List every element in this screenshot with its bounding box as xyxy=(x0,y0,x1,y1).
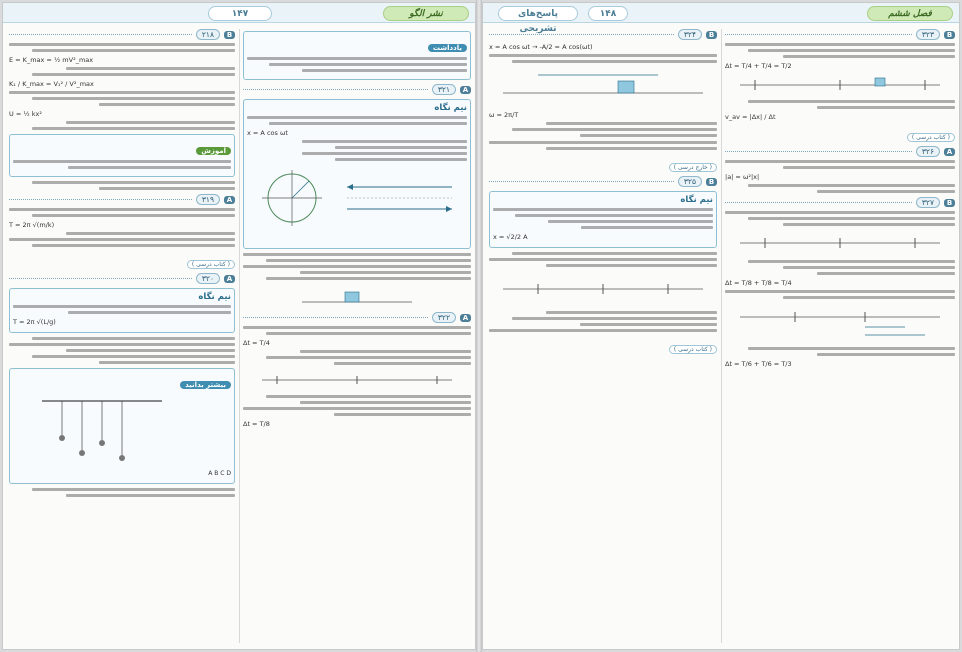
teach-title: نیم نگاه xyxy=(680,195,713,205)
note-box xyxy=(243,31,471,80)
pendulum-label: A B C D xyxy=(208,470,231,477)
column-right xyxy=(725,27,955,645)
extra-box xyxy=(9,368,235,484)
formula: Δt = T/4 + T/4 = T/2 xyxy=(725,62,792,70)
problem-header: A ۳۲۰ xyxy=(9,273,235,284)
problem-header: A ۳۲۲ xyxy=(243,312,471,323)
column-right xyxy=(243,27,471,645)
formula: x = √2/2 A xyxy=(493,233,528,241)
formula: U = ½ kx² xyxy=(9,110,42,118)
formula: |a| = ω²|x| xyxy=(725,173,760,181)
problem-number: ۳۲۷ xyxy=(916,197,940,208)
problem-number: ۲۱۸ xyxy=(196,29,220,40)
problem-header: B ۳۲۳ xyxy=(725,29,955,40)
problem-number: ۳۲۶ xyxy=(916,146,940,157)
formula: x = A cos ωt → -A/2 = A cos(ωt) xyxy=(489,43,593,51)
axis-diagram xyxy=(498,271,708,307)
column-left xyxy=(9,27,235,645)
bonus-tag: آموزش xyxy=(196,147,231,155)
formula: Δt = T/6 + T/6 = T/3 xyxy=(725,360,792,368)
problem-header: B ۳۲۵ xyxy=(489,176,717,187)
problem-number: ۳۲۴ xyxy=(678,29,702,40)
problem-number: ۳۲۱ xyxy=(432,84,456,95)
formula: ω = 2π/T xyxy=(489,111,519,119)
problem-number: ۳۲۰ xyxy=(196,273,220,284)
problem-number: ۳۲۲ xyxy=(432,312,456,323)
chapter-label: فصل ششم xyxy=(867,6,953,21)
teach-box xyxy=(489,191,717,248)
formula: Δt = T/8 xyxy=(243,420,270,428)
formula: Δt = T/4 xyxy=(243,339,270,347)
source-tag: ( کتاب درسی ) xyxy=(669,345,717,354)
problem-header: A ۳۲۱ xyxy=(243,84,471,95)
circle-motion-diagram xyxy=(252,165,462,231)
axis-diagram xyxy=(735,230,945,256)
note-tag: یادداشت xyxy=(428,44,467,52)
column-left xyxy=(489,27,717,645)
teach-box xyxy=(243,99,471,249)
source-tag: ( کتاب درسی ) xyxy=(187,260,235,269)
spring-diagram xyxy=(297,284,417,308)
problem-header: B ۲۱۸ xyxy=(9,29,235,40)
bonus-box xyxy=(9,134,235,177)
problem-number: ۳۲۵ xyxy=(678,176,702,187)
axis-diagram xyxy=(735,74,945,96)
spring-diagram xyxy=(498,67,708,107)
source-tag: ( خارج درسی ) xyxy=(669,163,717,172)
formula: v_av = |Δx| / Δt xyxy=(725,113,776,121)
page-header xyxy=(483,3,959,34)
problem-header: A ۳۱۹ xyxy=(9,194,235,205)
problem-number: ۳۲۳ xyxy=(916,29,940,40)
axis-diagram xyxy=(257,369,457,391)
formula: E = K_max = ½ mV²_max xyxy=(9,56,94,64)
formula: K₁ / K_max = V₁² / V²_max xyxy=(9,80,94,88)
teach-title: نیم نگاه xyxy=(434,103,467,113)
page-header xyxy=(3,3,475,23)
axis-diagram xyxy=(735,303,945,343)
formula: Δt = T/8 + T/8 = T/4 xyxy=(725,279,792,287)
source-tag: ( کتاب درسی ) xyxy=(907,133,955,142)
problem-header: B ۳۲۷ xyxy=(725,197,955,208)
pendulum-diagram xyxy=(22,395,222,465)
extra-tag: بیشتر بدانید xyxy=(180,381,231,389)
formula: T = 2π √(L/g) xyxy=(13,318,56,326)
page-number: ۱۴۷ xyxy=(208,6,272,21)
formula: x = A cos ωt xyxy=(247,129,288,137)
left-page xyxy=(2,2,476,650)
problem-header: A ۳۲۶ xyxy=(725,146,955,157)
right-page xyxy=(482,2,960,650)
chapter-label: نشر الگو xyxy=(383,6,469,21)
formula: T = 2π √(m/k) xyxy=(9,221,55,229)
problem-number: ۳۱۹ xyxy=(196,194,220,205)
problem-header: B ۳۲۴ xyxy=(489,29,717,40)
teach-title: نیم نگاه xyxy=(198,292,231,302)
header-title: پاسخ‌های تشریحی xyxy=(498,6,578,21)
page-number: ۱۴۸ xyxy=(588,6,628,21)
teach-box-2 xyxy=(9,288,235,333)
